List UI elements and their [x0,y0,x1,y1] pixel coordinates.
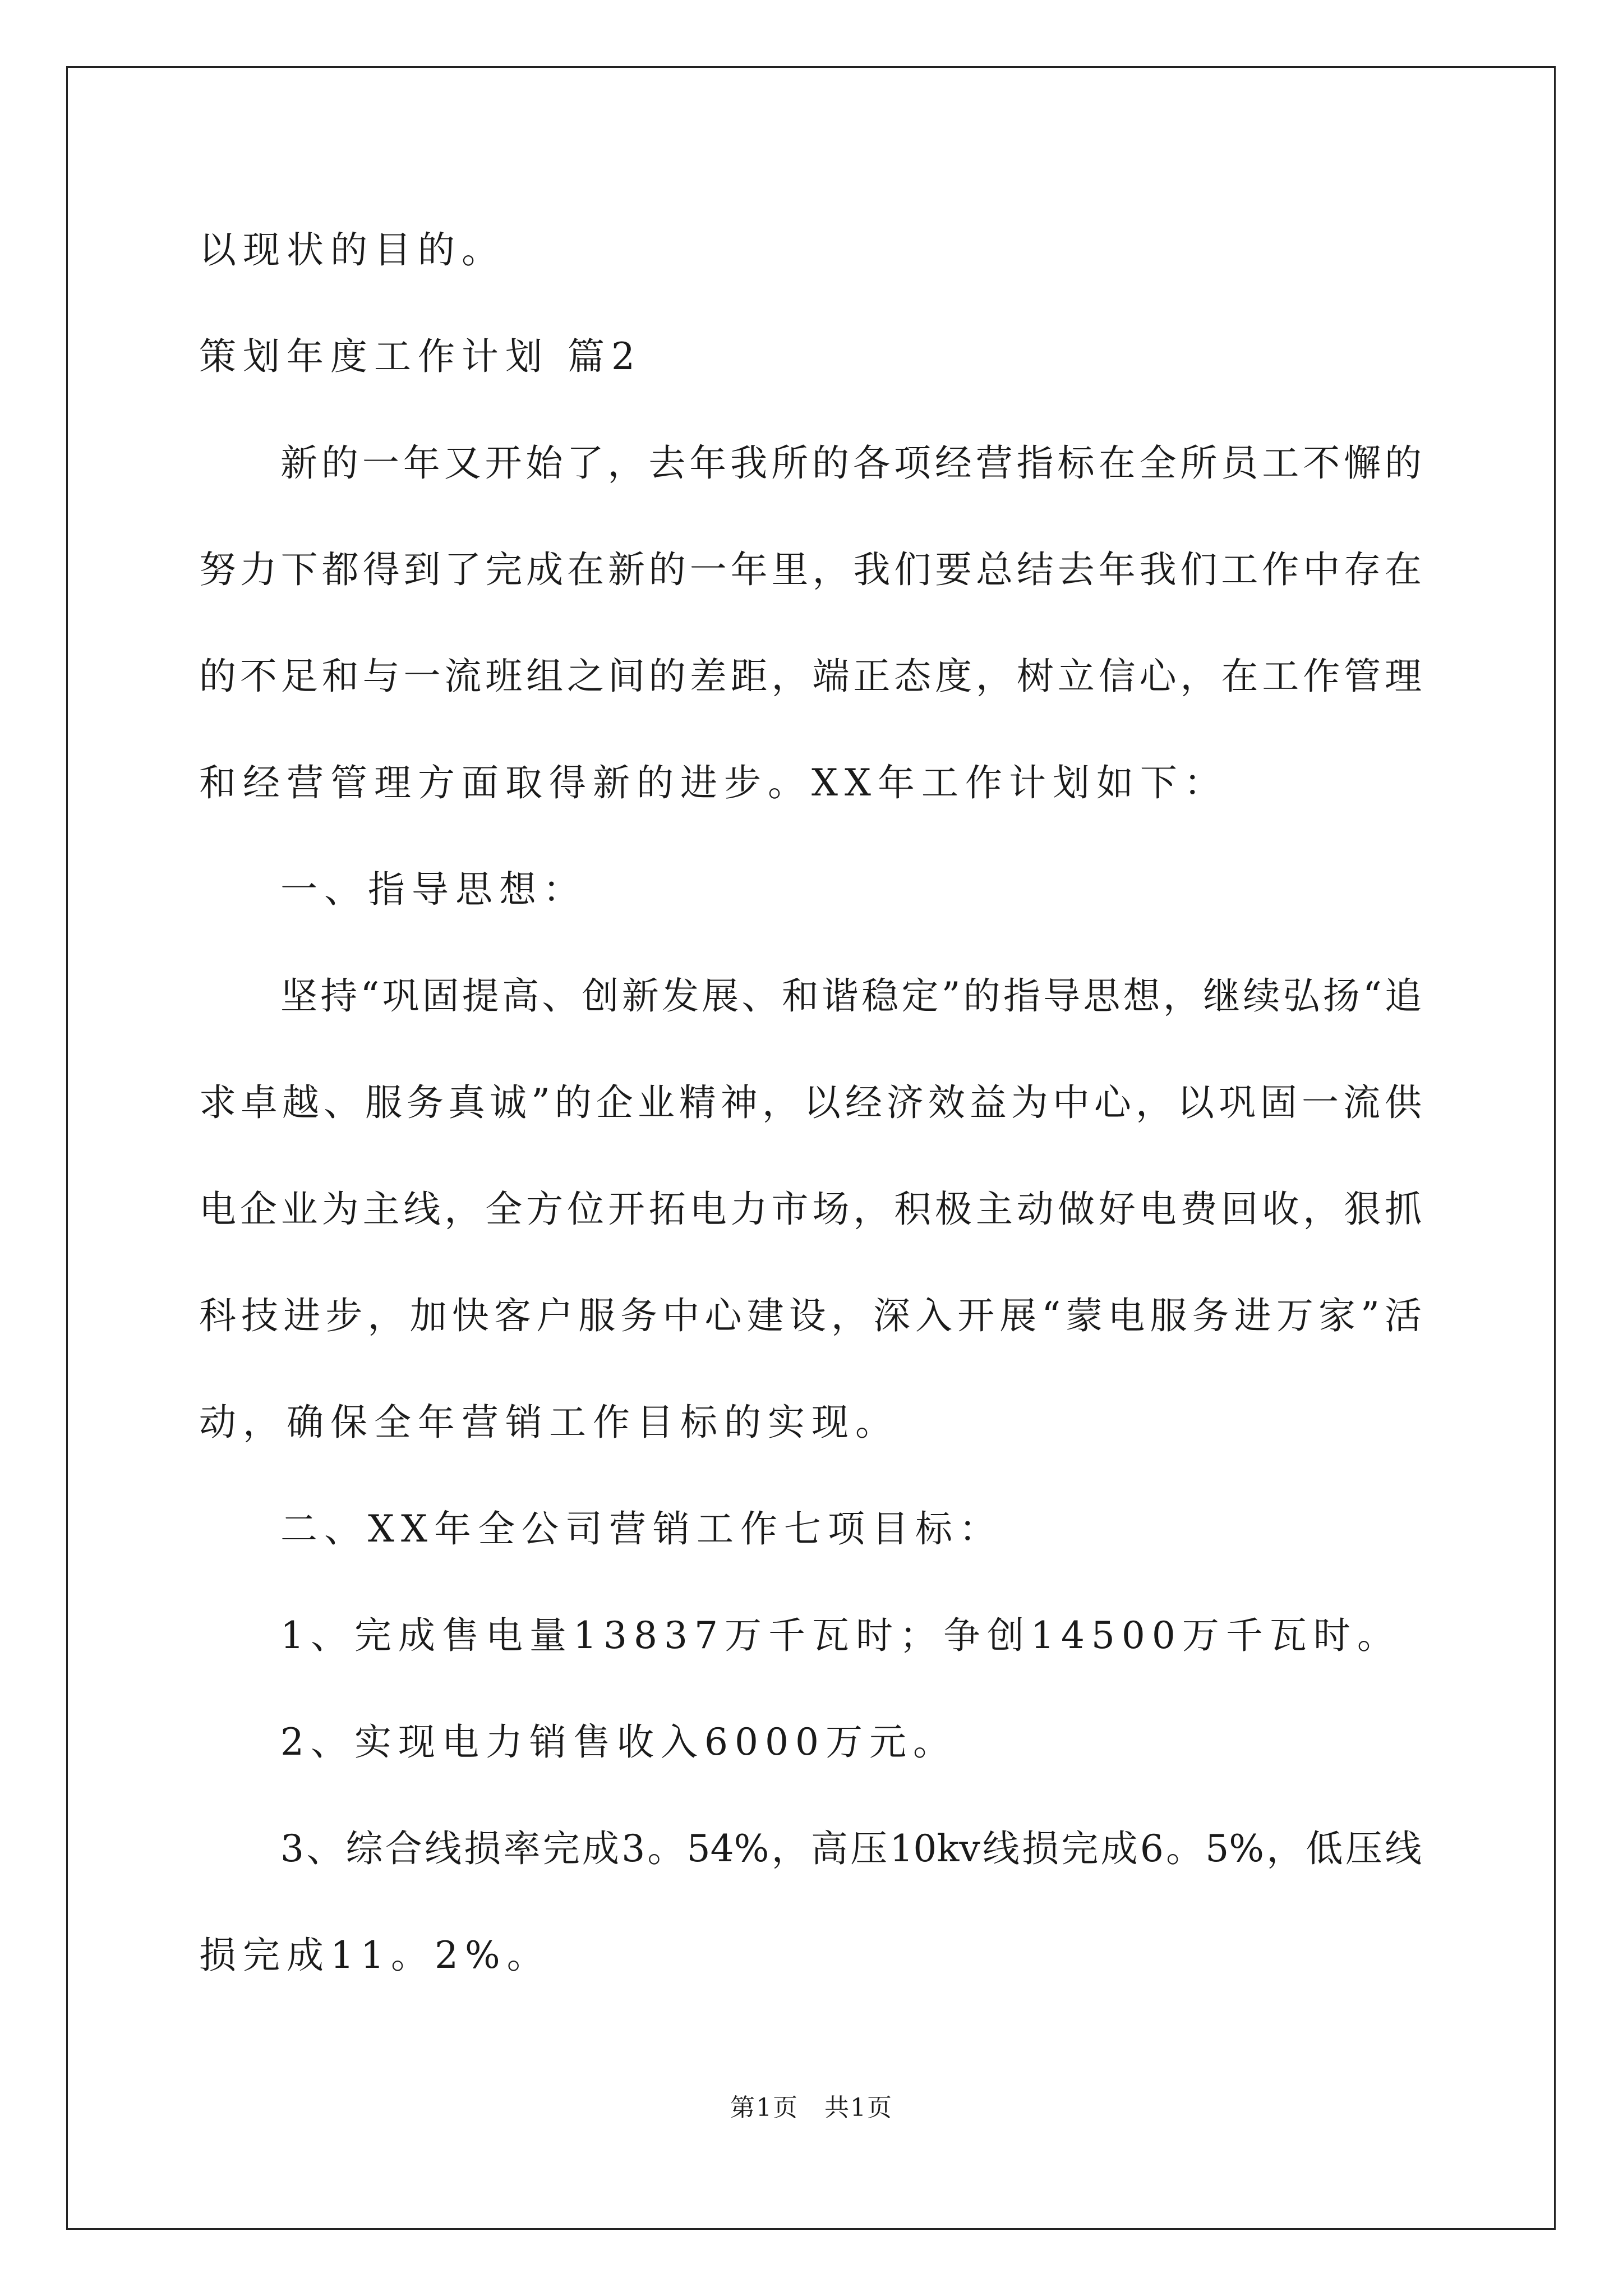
text-line: 新的一年又开始了，去年我所的各项经营指标在全所员工不懈的 [280,441,1422,485]
list-item: 3、综合线损率完成3。54%，高压10kv线损完成6。5%，低压线 [280,1827,1422,1870]
page-footer: 第1页 共1页 [730,2093,893,2122]
text-line: 和经营管理方面取得新的进步。XX年工作计划如下： [199,761,1228,804]
section-heading: 策划年度工作计划 篇2 [199,335,642,378]
list-item: 2、实现电力销售收入6000万元。 [280,1720,957,1764]
list-item: 1、完成售电量13837万千瓦时；争创14500万千瓦时。 [280,1614,1401,1657]
text-line: 坚持“巩固提高、创新发展、和谐稳定”的指导思想，继续弘扬“追 [280,974,1422,1018]
text-line: 损完成11。2%。 [199,1934,551,1977]
subheading: 一、指导思想： [280,868,587,911]
page-border [66,66,1556,2230]
text-line: 电企业为主线，全方位开拓电力市场，积极主动做好电费回收，狠抓 [199,1188,1422,1231]
text-line: 求卓越、服务真诚”的企业精神，以经济效益为中心，以巩固一流供 [199,1081,1422,1124]
text-line: 科技进步，加快客户服务中心建设，深入开展“蒙电服务进万家”活 [199,1294,1422,1337]
text-line: 以现状的目的。 [199,228,505,272]
text-line: 努力下都得到了完成在新的一年里，我们要总结去年我们工作中存在 [199,548,1422,591]
subheading: 二、XX年全公司营销工作七项目标： [280,1507,1003,1550]
text-line: 动，确保全年营销工作目标的实现。 [199,1401,899,1444]
text-line: 的不足和与一流班组之间的差距，端正态度，树立信心，在工作管理 [199,655,1422,698]
